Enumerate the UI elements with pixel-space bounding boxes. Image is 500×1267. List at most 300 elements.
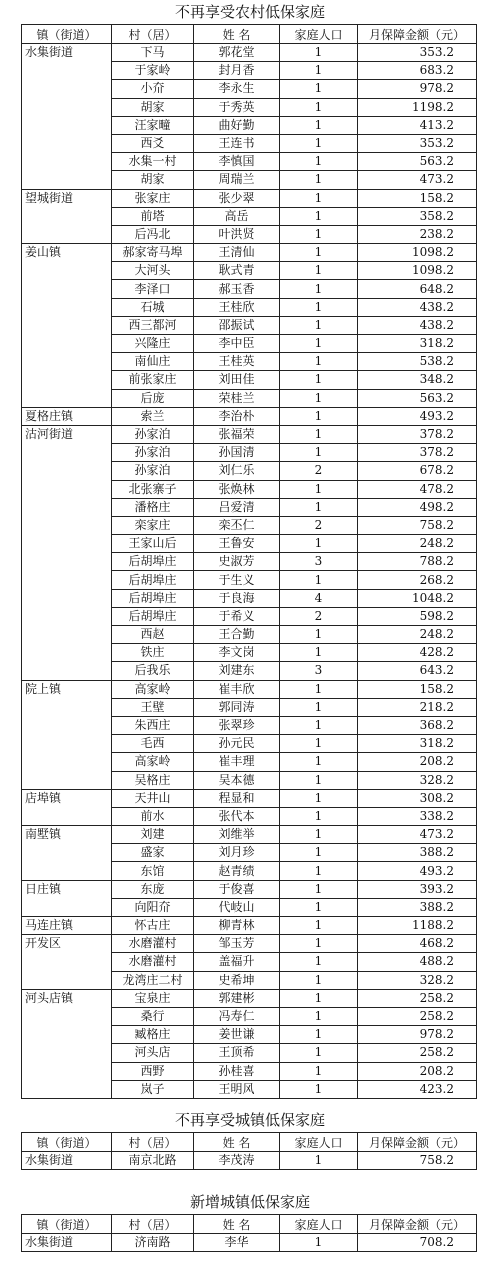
table-row [22, 716, 477, 734]
household-size-cell: 1 [280, 1026, 358, 1044]
name-cell: 崔丰欣 [194, 680, 280, 698]
town-cell [22, 1026, 112, 1044]
amount-cell: 393.2 [358, 880, 477, 898]
amount-cell: 413.2 [358, 116, 477, 134]
amount-cell: 258.2 [358, 1044, 477, 1062]
table-row [22, 607, 477, 625]
village-cell: 天井山 [112, 789, 194, 807]
town-cell [22, 1044, 112, 1062]
village-cell: 郝家寄马埠 [112, 244, 194, 262]
village-cell: 臧格庄 [112, 1026, 194, 1044]
header-household-size: 家庭人口 [280, 1133, 358, 1152]
amount-cell: 353.2 [358, 44, 477, 62]
table-row [22, 425, 477, 443]
household-size-cell: 1 [280, 425, 358, 443]
amount-cell: 598.2 [358, 607, 477, 625]
village-cell: 后胡埠庄 [112, 589, 194, 607]
table-row [22, 153, 477, 171]
table-row [22, 898, 477, 916]
header-village: 村（居） [112, 25, 194, 44]
household-size-cell: 1 [280, 353, 358, 371]
village-cell: 孙家泊 [112, 425, 194, 443]
town-cell [22, 225, 112, 243]
town-cell [22, 1062, 112, 1080]
table-row [22, 116, 477, 134]
village-cell: 东馆 [112, 862, 194, 880]
table-row [22, 444, 477, 462]
table-row [22, 698, 477, 716]
table-row [22, 262, 477, 280]
village-cell: 济南路 [112, 1234, 194, 1252]
town-cell: 沽河街道 [22, 425, 112, 443]
household-size-cell: 1 [280, 917, 358, 935]
village-cell: 后我乐 [112, 662, 194, 680]
village-cell: 高家岭 [112, 680, 194, 698]
name-cell: 王明风 [194, 1080, 280, 1098]
header-name: 姓 名 [194, 1133, 280, 1152]
name-cell: 孙桂喜 [194, 1062, 280, 1080]
village-cell: 水磨灌村 [112, 935, 194, 953]
village-cell: 毛西 [112, 735, 194, 753]
table-row [22, 917, 477, 935]
amount-cell: 678.2 [358, 462, 477, 480]
amount-cell: 563.2 [358, 153, 477, 171]
village-cell: 李泽口 [112, 280, 194, 298]
name-cell: 代岐山 [194, 898, 280, 916]
name-cell: 史希坤 [194, 971, 280, 989]
village-cell: 后胡埠庄 [112, 571, 194, 589]
name-cell: 刘月珍 [194, 844, 280, 862]
name-cell: 邵振试 [194, 316, 280, 334]
table-row [22, 953, 477, 971]
village-cell: 栾家庄 [112, 516, 194, 534]
town-cell [22, 171, 112, 189]
household-size-cell: 2 [280, 607, 358, 625]
name-cell: 王合勤 [194, 626, 280, 644]
name-cell: 栾丕仁 [194, 516, 280, 534]
header-household-size: 家庭人口 [280, 25, 358, 44]
table-row [22, 626, 477, 644]
town-cell [22, 480, 112, 498]
town-cell [22, 862, 112, 880]
town-cell [22, 626, 112, 644]
rural-header-row [22, 25, 477, 44]
table-row [22, 971, 477, 989]
table-row [22, 80, 477, 98]
table-row [22, 807, 477, 825]
amount-cell: 1198.2 [358, 98, 477, 116]
amount-cell: 158.2 [358, 680, 477, 698]
amount-cell: 473.2 [358, 171, 477, 189]
table-row [22, 1044, 477, 1062]
village-cell: 下马 [112, 44, 194, 62]
town-cell: 南墅镇 [22, 826, 112, 844]
table-row [22, 826, 477, 844]
household-size-cell: 1 [280, 880, 358, 898]
table-row [22, 280, 477, 298]
household-size-cell: 1 [280, 298, 358, 316]
amount-cell: 1098.2 [358, 262, 477, 280]
name-cell: 郭同涛 [194, 698, 280, 716]
table-row [22, 225, 477, 243]
name-cell: 于良海 [194, 589, 280, 607]
town-cell [22, 571, 112, 589]
urban-removed-table [21, 1132, 477, 1170]
village-cell: 前塔 [112, 207, 194, 225]
household-size-cell: 1 [280, 807, 358, 825]
name-cell: 刘维举 [194, 826, 280, 844]
village-cell: 水集一村 [112, 153, 194, 171]
name-cell: 荣桂兰 [194, 389, 280, 407]
table-row [22, 316, 477, 334]
household-size-cell: 1 [280, 480, 358, 498]
village-cell: 王壁 [112, 698, 194, 716]
rural-table [21, 24, 477, 1099]
household-size-cell: 1 [280, 1080, 358, 1098]
household-size-cell: 1 [280, 535, 358, 553]
name-cell: 郝玉香 [194, 280, 280, 298]
table-row [22, 880, 477, 898]
table-row [22, 935, 477, 953]
household-size-cell: 1 [280, 953, 358, 971]
town-cell [22, 1007, 112, 1025]
town-cell [22, 753, 112, 771]
amount-cell: 498.2 [358, 498, 477, 516]
town-cell: 夏格庄镇 [22, 407, 112, 425]
town-cell [22, 971, 112, 989]
amount-cell: 538.2 [358, 353, 477, 371]
village-cell: 汪家疃 [112, 116, 194, 134]
household-size-cell: 1 [280, 153, 358, 171]
table-row [22, 62, 477, 80]
town-cell [22, 298, 112, 316]
table-row [22, 553, 477, 571]
household-size-cell: 1 [280, 189, 358, 207]
town-cell [22, 607, 112, 625]
household-size-cell: 1 [280, 1234, 358, 1252]
name-cell: 张代本 [194, 807, 280, 825]
village-cell: 大河头 [112, 262, 194, 280]
town-cell [22, 644, 112, 662]
amount-cell: 493.2 [358, 407, 477, 425]
household-size-cell: 1 [280, 407, 358, 425]
household-size-cell: 1 [280, 971, 358, 989]
town-cell: 院上镇 [22, 680, 112, 698]
urban-removed-header-row [22, 1133, 477, 1152]
household-size-cell: 1 [280, 753, 358, 771]
household-size-cell: 4 [280, 589, 358, 607]
name-cell: 史淑芳 [194, 553, 280, 571]
amount-cell: 208.2 [358, 753, 477, 771]
table-row [22, 498, 477, 516]
amount-cell: 468.2 [358, 935, 477, 953]
name-cell: 程显和 [194, 789, 280, 807]
town-cell [22, 134, 112, 152]
town-cell [22, 516, 112, 534]
name-cell: 张福荣 [194, 425, 280, 443]
village-cell: 铁庄 [112, 644, 194, 662]
town-cell: 日庄镇 [22, 880, 112, 898]
household-size-cell: 1 [280, 244, 358, 262]
household-size-cell: 2 [280, 516, 358, 534]
name-cell: 张少翠 [194, 189, 280, 207]
amount-cell: 248.2 [358, 535, 477, 553]
table-row [22, 644, 477, 662]
name-cell: 李慎国 [194, 153, 280, 171]
table-row [22, 353, 477, 371]
amount-cell: 308.2 [358, 789, 477, 807]
village-cell: 南京北路 [112, 1152, 194, 1170]
header-monthly-amount: 月保障金额（元） [358, 25, 477, 44]
table-row [22, 1234, 477, 1252]
village-cell: 索兰 [112, 407, 194, 425]
name-cell: 孙国清 [194, 444, 280, 462]
name-cell: 郭花堂 [194, 44, 280, 62]
amount-cell: 388.2 [358, 844, 477, 862]
town-cell [22, 807, 112, 825]
village-cell: 东庞 [112, 880, 194, 898]
household-size-cell: 1 [280, 1044, 358, 1062]
household-size-cell: 1 [280, 680, 358, 698]
name-cell: 王桂英 [194, 353, 280, 371]
table-row [22, 1152, 477, 1170]
table-row [22, 134, 477, 152]
household-size-cell: 1 [280, 789, 358, 807]
table-row [22, 335, 477, 353]
household-size-cell: 1 [280, 498, 358, 516]
name-cell: 冯寿仁 [194, 1007, 280, 1025]
village-cell: 西赵 [112, 626, 194, 644]
village-cell: 岚子 [112, 1080, 194, 1098]
table-row [22, 462, 477, 480]
village-cell: 后胡埠庄 [112, 553, 194, 571]
name-cell: 吴本德 [194, 771, 280, 789]
name-cell: 王清仙 [194, 244, 280, 262]
village-cell: 西爻 [112, 134, 194, 152]
town-cell [22, 498, 112, 516]
amount-cell: 643.2 [358, 662, 477, 680]
town-cell [22, 735, 112, 753]
table-row [22, 1007, 477, 1025]
village-cell: 西三都河 [112, 316, 194, 334]
town-cell: 水集街道 [22, 1234, 112, 1252]
town-cell [22, 553, 112, 571]
village-cell: 张家庄 [112, 189, 194, 207]
village-cell: 北张寨子 [112, 480, 194, 498]
town-cell [22, 335, 112, 353]
household-size-cell: 1 [280, 262, 358, 280]
amount-cell: 158.2 [358, 189, 477, 207]
household-size-cell: 3 [280, 662, 358, 680]
name-cell: 郭建彬 [194, 989, 280, 1007]
village-cell: 潘格庄 [112, 498, 194, 516]
name-cell: 王连书 [194, 134, 280, 152]
town-cell [22, 353, 112, 371]
household-size-cell: 1 [280, 134, 358, 152]
village-cell: 孙家泊 [112, 462, 194, 480]
name-cell: 王桂欣 [194, 298, 280, 316]
village-cell: 怀古庄 [112, 917, 194, 935]
header-town: 镇（街道） [22, 1133, 112, 1152]
header-town: 镇（街道） [22, 1215, 112, 1234]
village-cell: 石城 [112, 298, 194, 316]
table-row [22, 298, 477, 316]
town-cell [22, 316, 112, 334]
name-cell: 邹玉芳 [194, 935, 280, 953]
table-row [22, 862, 477, 880]
household-size-cell: 1 [280, 225, 358, 243]
name-cell: 王鲁安 [194, 535, 280, 553]
town-cell: 水集街道 [22, 44, 112, 62]
amount-cell: 1188.2 [358, 917, 477, 935]
name-cell: 曲好勤 [194, 116, 280, 134]
urban-removed-title: 不再享受城镇低保家庭 [174, 1111, 325, 1129]
town-cell: 马连庄镇 [22, 917, 112, 935]
table-row [22, 244, 477, 262]
household-size-cell: 1 [280, 826, 358, 844]
name-cell: 张焕林 [194, 480, 280, 498]
town-cell [22, 280, 112, 298]
household-size-cell: 1 [280, 844, 358, 862]
table-row [22, 389, 477, 407]
table-row [22, 680, 477, 698]
town-cell: 河头店镇 [22, 989, 112, 1007]
table-row [22, 98, 477, 116]
household-size-cell: 1 [280, 935, 358, 953]
household-size-cell: 1 [280, 626, 358, 644]
table-row [22, 735, 477, 753]
amount-cell: 563.2 [358, 389, 477, 407]
name-cell: 李茂涛 [194, 1152, 280, 1170]
table-row [22, 789, 477, 807]
header-monthly-amount: 月保障金额（元） [358, 1215, 477, 1234]
village-cell: 宝泉庄 [112, 989, 194, 1007]
amount-cell: 378.2 [358, 444, 477, 462]
amount-cell: 758.2 [358, 1152, 477, 1170]
amount-cell: 358.2 [358, 207, 477, 225]
table-row [22, 44, 477, 62]
amount-cell: 978.2 [358, 1026, 477, 1044]
amount-cell: 788.2 [358, 553, 477, 571]
amount-cell: 353.2 [358, 134, 477, 152]
household-size-cell: 1 [280, 444, 358, 462]
amount-cell: 708.2 [358, 1234, 477, 1252]
amount-cell: 248.2 [358, 626, 477, 644]
household-size-cell: 1 [280, 698, 358, 716]
amount-cell: 493.2 [358, 862, 477, 880]
village-cell: 胡家 [112, 171, 194, 189]
household-size-cell: 2 [280, 462, 358, 480]
name-cell: 于生义 [194, 571, 280, 589]
amount-cell: 758.2 [358, 516, 477, 534]
town-cell: 开发区 [22, 935, 112, 953]
village-cell: 小夼 [112, 80, 194, 98]
household-size-cell: 1 [280, 989, 358, 1007]
name-cell: 孙元民 [194, 735, 280, 753]
amount-cell: 238.2 [358, 225, 477, 243]
household-size-cell: 1 [280, 62, 358, 80]
header-household-size: 家庭人口 [280, 1215, 358, 1234]
household-size-cell: 1 [280, 116, 358, 134]
town-cell [22, 371, 112, 389]
amount-cell: 348.2 [358, 371, 477, 389]
village-cell: 高家岭 [112, 753, 194, 771]
village-cell: 河头店 [112, 1044, 194, 1062]
table-row [22, 589, 477, 607]
amount-cell: 438.2 [358, 316, 477, 334]
table-row [22, 1080, 477, 1098]
village-cell: 前张家庄 [112, 371, 194, 389]
name-cell: 盖福升 [194, 953, 280, 971]
name-cell: 于俊喜 [194, 880, 280, 898]
town-cell [22, 1080, 112, 1098]
town-cell [22, 116, 112, 134]
household-size-cell: 1 [280, 644, 358, 662]
amount-cell: 378.2 [358, 425, 477, 443]
village-cell: 孙家泊 [112, 444, 194, 462]
urban-added-title: 新增城镇低保家庭 [189, 1193, 310, 1211]
amount-cell: 423.2 [358, 1080, 477, 1098]
amount-cell: 328.2 [358, 771, 477, 789]
household-size-cell: 1 [280, 280, 358, 298]
name-cell: 赵青绩 [194, 862, 280, 880]
name-cell: 封月香 [194, 62, 280, 80]
village-cell: 胡家 [112, 98, 194, 116]
name-cell: 刘田佳 [194, 371, 280, 389]
village-cell: 西野 [112, 1062, 194, 1080]
household-size-cell: 3 [280, 553, 358, 571]
household-size-cell: 1 [280, 571, 358, 589]
household-size-cell: 1 [280, 80, 358, 98]
table-row [22, 753, 477, 771]
name-cell: 吕爱清 [194, 498, 280, 516]
town-cell: 姜山镇 [22, 244, 112, 262]
town-cell [22, 462, 112, 480]
name-cell: 姜世谦 [194, 1026, 280, 1044]
table-row [22, 1026, 477, 1044]
household-size-cell: 1 [280, 898, 358, 916]
table-row [22, 480, 477, 498]
name-cell: 刘仁乐 [194, 462, 280, 480]
table-row [22, 535, 477, 553]
name-cell: 耿式青 [194, 262, 280, 280]
header-town: 镇（街道） [22, 25, 112, 44]
town-cell [22, 535, 112, 553]
town-cell [22, 389, 112, 407]
header-name: 姓 名 [194, 1215, 280, 1234]
rural-table-title: 不再享受农村低保家庭 [174, 3, 325, 21]
table-row [22, 571, 477, 589]
household-size-cell: 1 [280, 771, 358, 789]
table-row [22, 844, 477, 862]
household-size-cell: 1 [280, 171, 358, 189]
household-size-cell: 1 [280, 335, 358, 353]
household-size-cell: 1 [280, 316, 358, 334]
amount-cell: 338.2 [358, 807, 477, 825]
amount-cell: 388.2 [358, 898, 477, 916]
table-row [22, 207, 477, 225]
header-monthly-amount: 月保障金额（元） [358, 1133, 477, 1152]
household-size-cell: 1 [280, 1007, 358, 1025]
amount-cell: 1098.2 [358, 244, 477, 262]
header-village: 村（居） [112, 1215, 194, 1234]
name-cell: 李文岗 [194, 644, 280, 662]
amount-cell: 683.2 [358, 62, 477, 80]
village-cell: 于家岭 [112, 62, 194, 80]
town-cell [22, 262, 112, 280]
name-cell: 李华 [194, 1234, 280, 1252]
village-cell: 后冯北 [112, 225, 194, 243]
